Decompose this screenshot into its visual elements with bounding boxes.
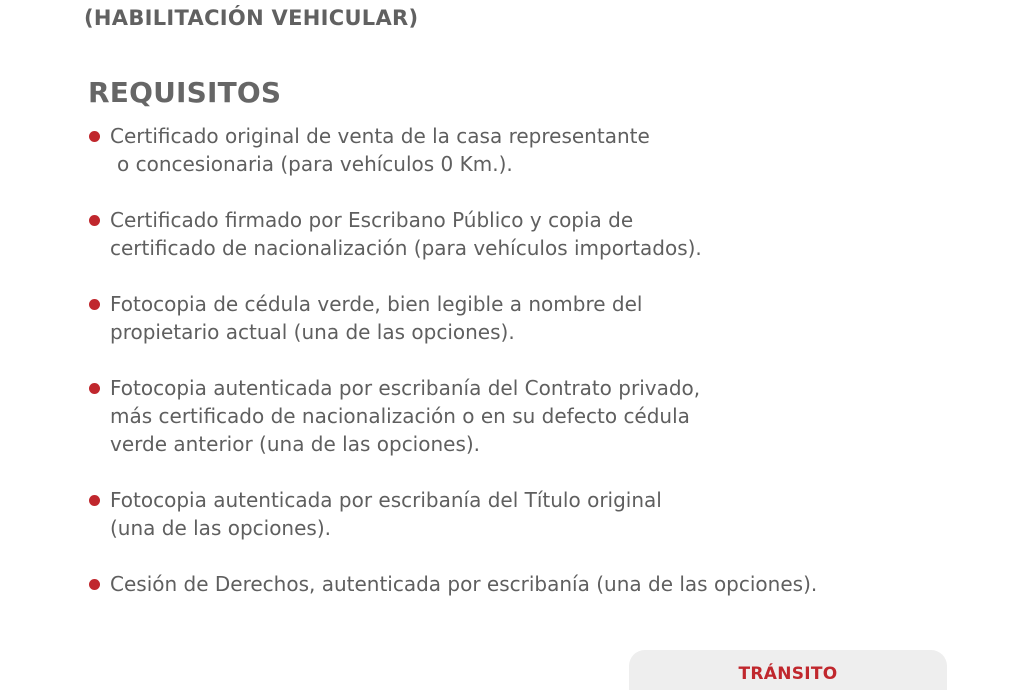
requirement-text-line: (una de las opciones). [110, 516, 331, 540]
bullet-dot-icon [89, 299, 100, 310]
bullet-dot-icon [89, 215, 100, 226]
requirement-text-line: más certificado de nacionalización o en su defecto cédula [110, 404, 690, 428]
requirement-text-line: Fotocopia de cédula verde, bien legible a nombre del [110, 292, 643, 316]
requirement-text-line: certificado de nacionalización (para vehículos importados). [110, 236, 702, 260]
requirement-text-line: Certificado original de venta de la casa representante [110, 124, 650, 148]
requirement-text-line: o concesionaria (para vehículos 0 Km.). [117, 152, 513, 176]
transito-tab[interactable] [629, 650, 947, 690]
requirement-item [88, 206, 988, 262]
requirement-item [88, 570, 988, 598]
bullet-dot-icon [89, 495, 100, 506]
bullet-dot-icon [89, 131, 100, 142]
requirements-heading: REQUISITOS [88, 76, 282, 109]
requirement-text-line: Fotocopia autenticada por escribanía del Contrato privado, [110, 376, 701, 400]
requirement-item [88, 122, 988, 178]
section-subtitle: (HABILITACIÓN VEHICULAR) [84, 6, 419, 30]
transito-tab-label: TRÁNSITO [738, 664, 838, 684]
requirement-text-line: Certificado firmado por Escribano Público y copia de [110, 208, 634, 232]
requirement-item [88, 486, 988, 542]
requirement-text-line: Cesión de Derechos, autenticada por escribanía (una de las opciones). [110, 572, 818, 596]
requirement-text-line: propietario actual (una de las opciones). [110, 320, 515, 344]
bullet-dot-icon [89, 579, 100, 590]
requirement-text-line: verde anterior (una de las opciones). [110, 432, 481, 456]
requirement-item [88, 290, 988, 346]
requirement-text-line: Fotocopia autenticada por escribanía del Título original [110, 488, 662, 512]
bullet-dot-icon [89, 383, 100, 394]
requirement-item [88, 374, 988, 458]
requirements-list [88, 122, 988, 598]
